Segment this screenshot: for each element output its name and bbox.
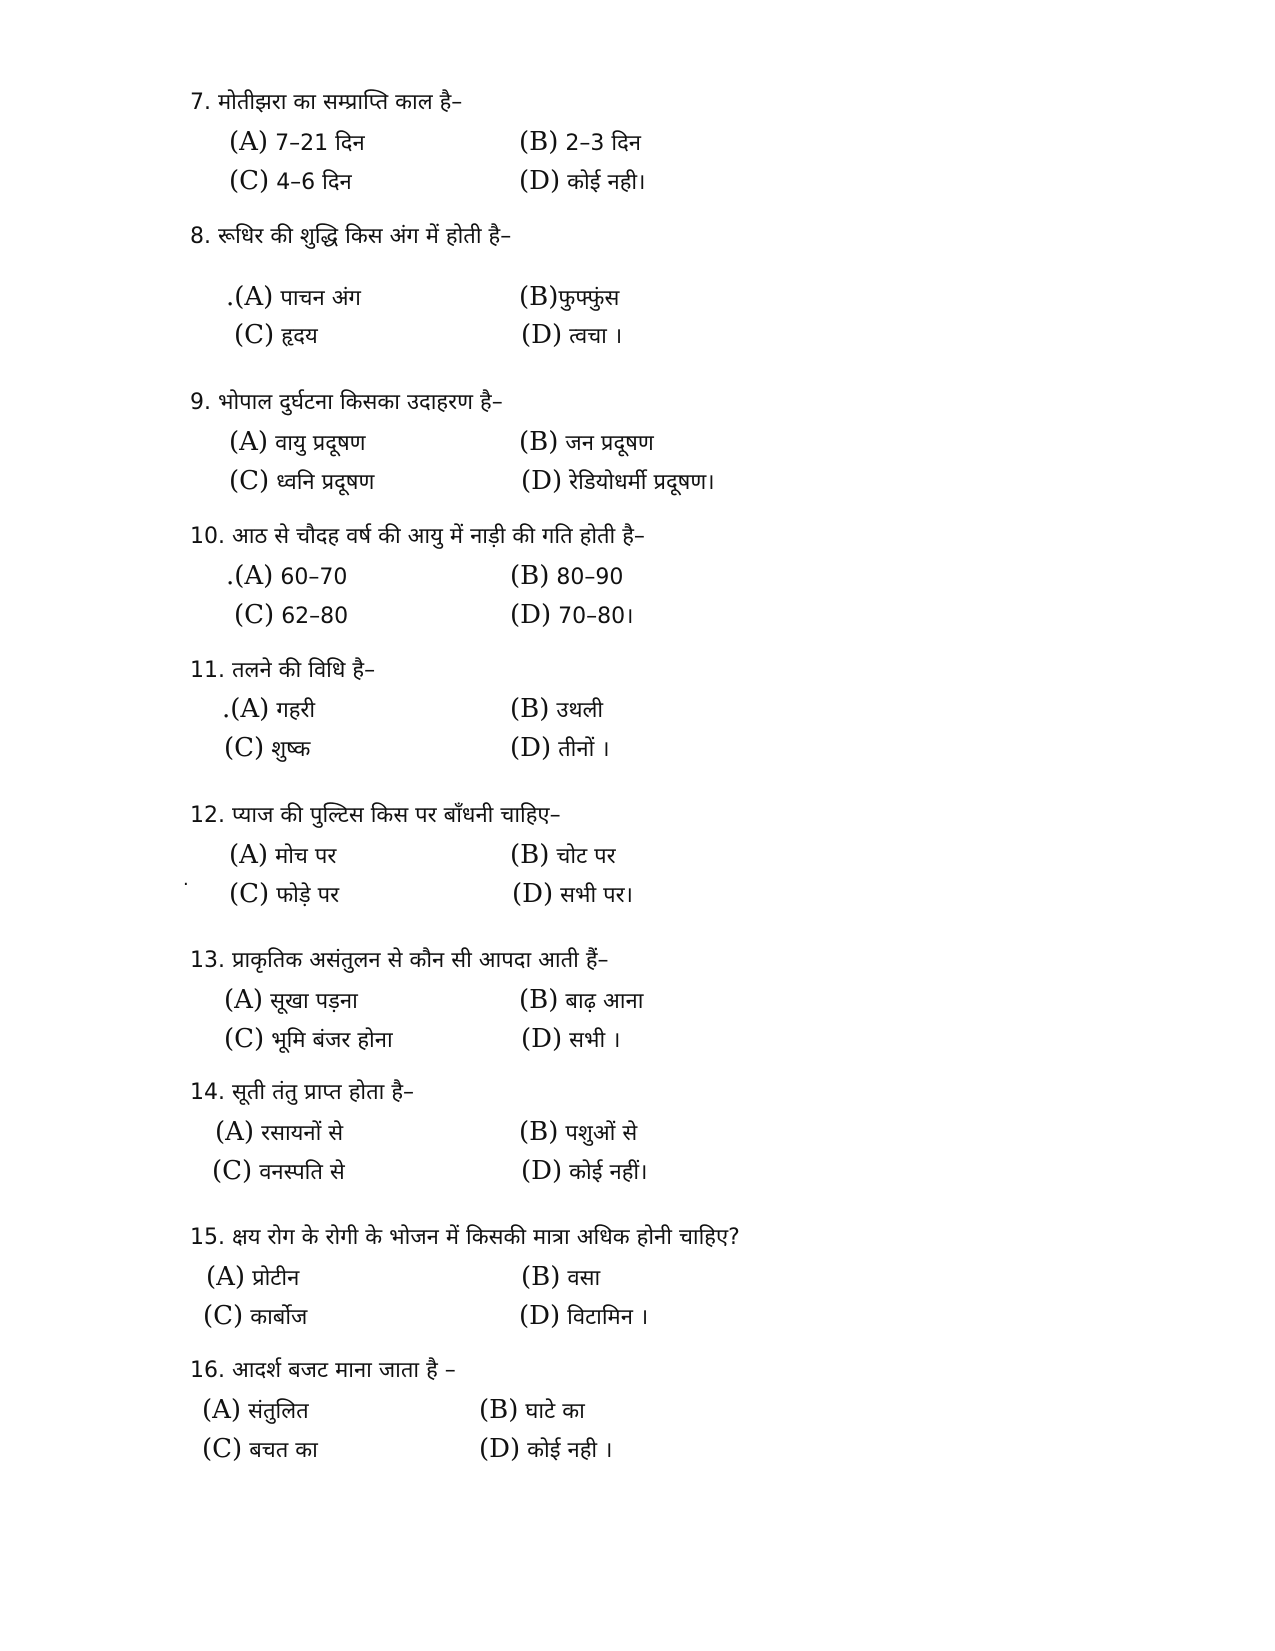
question-text [190,522,645,552]
option-a [229,840,336,872]
option-text: वसा [567,1266,601,1291]
question-number: 13. [190,948,225,973]
question-text [190,801,561,831]
option-letter: (D) [521,1156,563,1186]
option-d [512,879,633,911]
option-d [519,166,645,198]
question-text [190,222,511,252]
option-c [234,600,348,632]
option-letter: .(A) [226,282,274,312]
option-b [521,1262,600,1294]
option-text: 60–70 [280,565,348,590]
option-letter: (B) [510,561,550,591]
option-letter: (B) [519,282,559,312]
option-c [212,1156,345,1188]
question-number: 16. [190,1358,225,1383]
option-d [510,733,610,765]
option-text: सभी पर। [560,883,634,908]
option-b [519,1117,637,1149]
option-b [510,561,623,593]
option-text: 2–3 दिन [565,131,641,156]
option-letter: (B) [519,427,559,457]
option-text: कोई नही । [527,1438,613,1463]
option-text: सूखा पड़ना [270,989,358,1014]
option-c [224,1024,393,1056]
option-letter: (A) [224,985,264,1015]
option-c [234,320,318,352]
option-d [510,600,633,632]
option-letter: (D) [512,879,554,909]
question-stem: आठ से चौदह वर्ष की आयु में नाड़ी की गति होती है– [232,524,645,549]
question-number: 7. [190,90,211,115]
option-letter: (D) [479,1434,521,1464]
option-text: 80–90 [556,565,624,590]
option-text: फुफ्फुंस [558,286,620,311]
option-text: चोट पर [556,844,616,869]
option-letter: (D) [519,1301,561,1331]
option-letter: (B) [479,1395,519,1425]
question-text [190,946,609,976]
option-text: बचत का [249,1438,318,1463]
option-b [519,127,641,159]
option-text: कार्बोज [250,1305,308,1330]
option-text: 4–6 दिन [276,170,352,195]
option-a [222,694,315,726]
option-letter: (B) [510,694,550,724]
option-d [521,1156,647,1188]
option-letter: .(A) [222,694,270,724]
question-stem: आदर्श बजट माना जाता है – [232,1358,456,1383]
option-text: संतुलित [248,1399,309,1424]
question-stem: क्षय रोग के रोगी के भोजन में किसकी मात्रा अधिक होनी चाहिए? [232,1225,740,1250]
question-stem: भोपाल दुर्घटना किसका उदाहरण है– [218,390,503,415]
option-letter: (A) [215,1117,255,1147]
option-letter: (C) [224,733,265,763]
option-text: कोई नही। [567,170,646,195]
option-a [226,561,347,593]
option-text: रसायनों से [261,1121,344,1146]
option-c [229,879,339,911]
option-letter: (C) [224,1024,265,1054]
question-number: 9. [190,390,211,415]
option-text: कोई नहीं। [569,1160,648,1185]
option-text: विटामिन । [567,1305,649,1330]
option-text: 7–21 दिन [275,131,365,156]
option-letter: (C) [229,466,270,496]
option-b [519,985,643,1017]
question-number: 8. [190,224,211,249]
question-stem: तलने की विधि है– [232,658,376,683]
question-stem: सूती तंतु प्राप्त होता है– [232,1080,414,1105]
option-a [226,282,361,314]
option-text: त्वचा । [569,324,623,349]
option-letter: (C) [234,600,275,630]
question-text [190,388,503,418]
option-text: उथली [556,698,604,723]
option-letter: (D) [510,733,552,763]
option-a [202,1395,309,1427]
option-b [519,427,654,459]
option-letter: (D) [519,166,561,196]
option-text: भूमि बंजर होना [271,1028,393,1053]
option-text: गहरी [276,698,316,723]
option-a [215,1117,343,1149]
question-number: 10. [190,524,225,549]
option-letter: (C) [202,1434,243,1464]
option-letter: (C) [229,166,270,196]
option-d [479,1434,612,1466]
question-number: 12. [190,803,225,828]
question-stem: प्याज की पुल्टिस किस पर बाँधनी चाहिए– [232,803,561,828]
option-text: जन प्रदूषण [565,431,654,456]
option-text: पाचन अंग [280,286,361,311]
option-b [519,282,619,314]
question-number: 15. [190,1225,225,1250]
option-c [224,733,310,765]
option-c [229,466,374,498]
option-letter: (A) [206,1262,246,1292]
option-text: 70–80। [558,604,634,629]
option-d [521,1024,621,1056]
option-a [224,985,358,1017]
option-b [510,840,616,872]
option-letter: (A) [229,427,269,457]
option-c [229,166,352,198]
option-text: बाढ़ आना [565,989,644,1014]
option-b [479,1395,585,1427]
question-number: 11. [190,658,225,683]
question-number: 14. [190,1080,225,1105]
option-letter: (D) [521,320,563,350]
option-letter: (A) [229,840,269,870]
option-letter: (B) [519,127,559,157]
option-letter: (C) [234,320,275,350]
option-text: मोच पर [275,844,337,869]
question-text [190,1223,740,1253]
option-text: तीनों । [558,737,610,762]
option-text: पशुओं से [565,1121,638,1146]
option-c [203,1301,307,1333]
option-letter: (C) [229,879,270,909]
option-d [521,466,715,498]
question-stem: प्राकृतिक असंतुलन से कौन सी आपदा आती हैं– [232,948,609,973]
option-letter: (D) [521,466,563,496]
option-letter: (B) [521,1262,561,1292]
question-text [190,1356,456,1386]
option-text: घाटे का [525,1399,585,1424]
option-a [229,127,365,159]
option-letter: (B) [510,840,550,870]
question-text [190,656,375,686]
option-b [510,694,603,726]
option-letter: (B) [519,1117,559,1147]
option-text: ध्वनि प्रदूषण [276,470,375,495]
question-text [190,1078,414,1108]
stray-dot: . [183,869,189,890]
option-letter: (D) [510,600,552,630]
question-text [190,88,462,118]
option-a [229,427,366,459]
option-text: प्रोटीन [252,1266,300,1291]
option-a [206,1262,299,1294]
option-text: रेडियोधर्मी प्रदूषण। [569,470,715,495]
option-text: वनस्पति से [259,1160,345,1185]
option-letter: (B) [519,985,559,1015]
option-text: शुष्क [271,737,311,762]
option-c [202,1434,318,1466]
option-letter: (A) [229,127,269,157]
option-letter: (A) [202,1395,242,1425]
option-d [521,320,622,352]
option-letter: (C) [203,1301,244,1331]
question-stem: रूधिर की शुद्धि किस अंग में होती है– [218,224,512,249]
option-text: हृदय [281,324,318,349]
option-letter: (D) [521,1024,563,1054]
option-letter: .(A) [226,561,274,591]
question-stem: मोतीझरा का सम्प्राप्ति काल है– [218,90,463,115]
option-text: सभी । [569,1028,621,1053]
option-text: 62–80 [281,604,349,629]
option-text: वायु प्रदूषण [275,431,366,456]
option-d [519,1301,648,1333]
option-text: फोड़े पर [276,883,340,908]
option-letter: (C) [212,1156,253,1186]
